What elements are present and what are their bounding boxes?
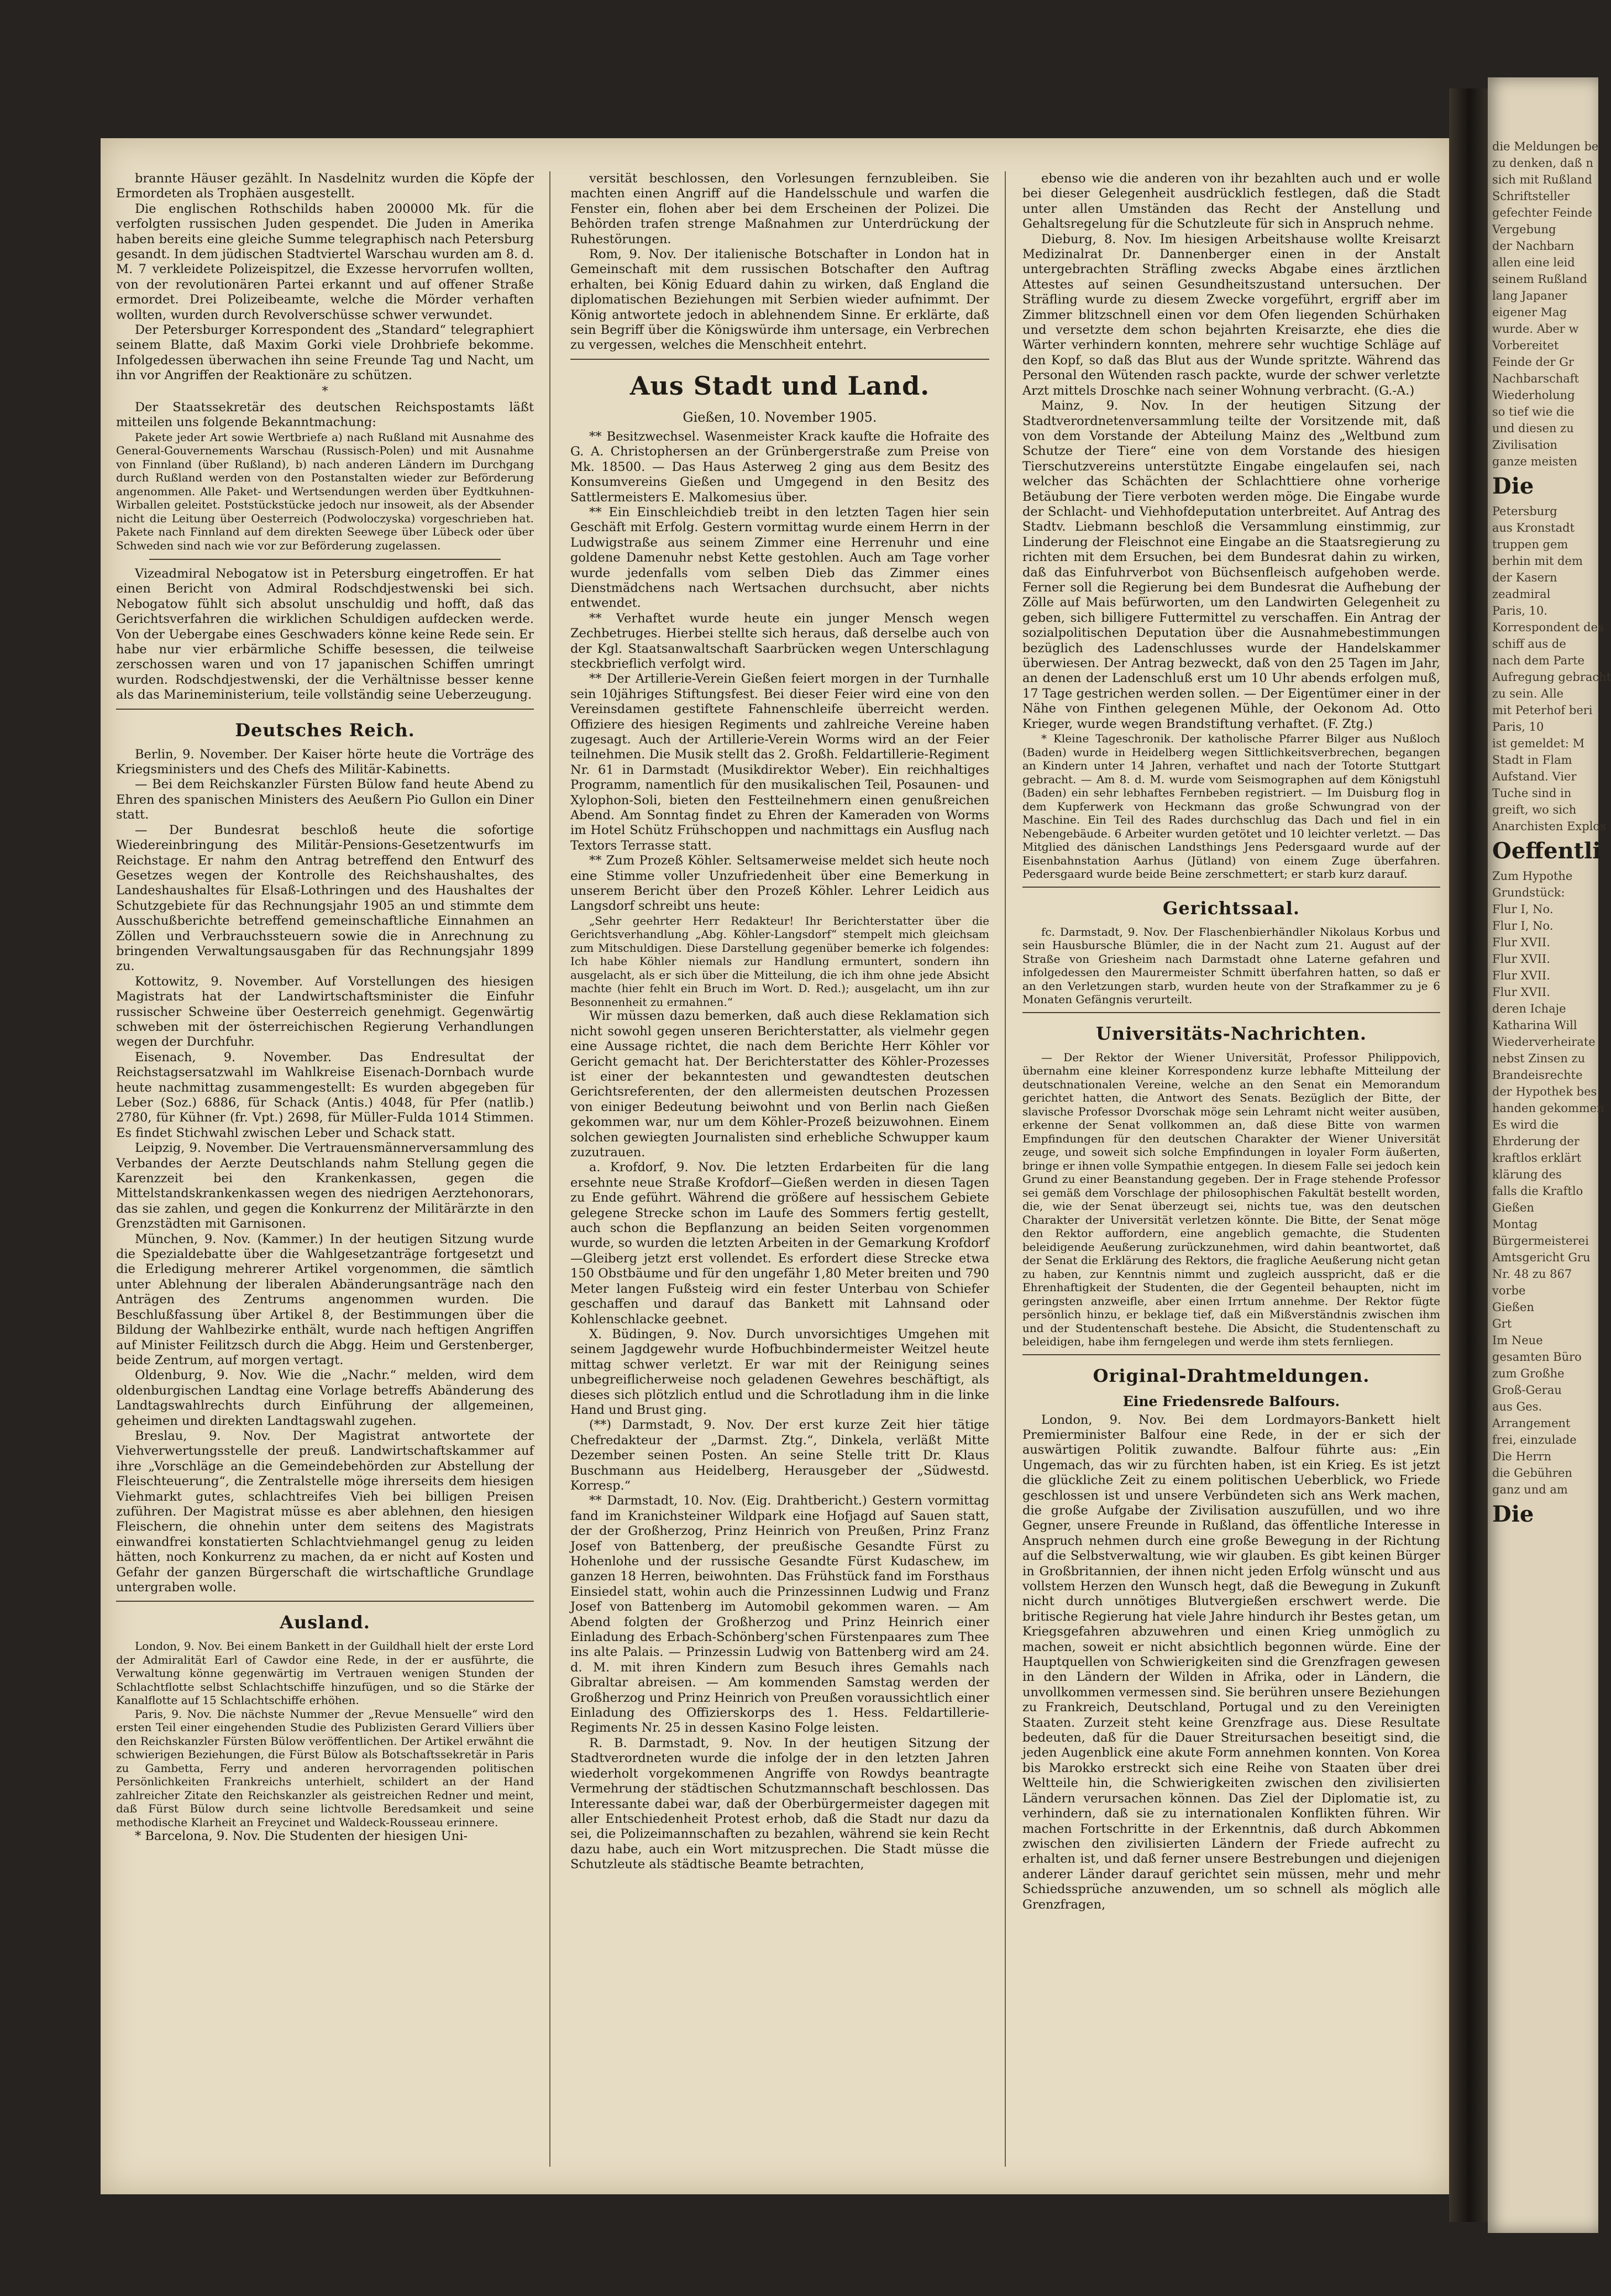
adjacent-page-line: nebst Zinsen zu	[1492, 1052, 1586, 1065]
adjacent-page-line: so tief wie die	[1492, 405, 1575, 418]
adjacent-page-line: Brandeisrechte	[1492, 1068, 1583, 1082]
news-item: London, 9. Nov. Bei dem Lordmayors-Bankett hielt Premierminister Balfour eine Rede, in der er sich der auswärtigen Politik zuwandte. Balfour führte aus: „Ein Ungemach, das wir zu fürchten haben, ist ein Krieg. Es ist jetzt die glückliche Zeit zu einem politischen Ueberblick, wo Friede geschlossen ist und unsere Verbündeten sich ans Werk machen, die große Aufgabe der Zivilisation auszufüllen, und wo ihre Gegner, unsere Freunde in Rußland, das öffentliche Interesse in Anspruch nehmen durch eine große Bewegung in der Richtung auf die Selbstverwaltung, wie wir glauben. Es gibt keinen Bürger in Großbritannien, der ihnen nicht jeden Erfolg wünscht und aus vollstem Herzen den Wunsch hegt, daß die Bewegung in Zukunft nicht durch unnötiges Blutvergießen erschwert werde. Die britische Regierung hat viele Jahre hindurch ihr Bestes getan, um Kriegsgefahren abzuwehren und einen Krieg unmöglich zu machen, soweit er nicht absichtlich begonnen würde. Eine der Hauptquellen von Schwierigkeiten sind die Grenzfragen gewesen in den Ländern der Wilden in Afrika, oder in Ländern, die unvollkommen vermessen sind. Sie berühren unsere Beziehungen zu Frankreich, Deutschland, Portugal und zu den Vereinigten Staaten. Zurzeit steht keine Grenzfrage aus. Diese Resultate bedeuten, daß für die Dauer Streitursachen beseitigt sind, die jeden Augenblick eine akute Form annehmen konnten. Von Korea bis Marokko erstreckt sich eine Reihe von Staaten über drei Weltteile hin, die Schwierigkeiten zwischen den zivilisierten Ländern verursachen können. Das Ziel der Diplomatie ist, zu verhindern, daß sie zu internationalen Konflikten führen. Wir machen Fortschritte in der Erkenntnis, daß durch Abkommen zwischen den zivilisierten Ländern der Friede aufrecht zu erhalten ist, und daß ferner unsere Bestrebungen und diejenigen anderer Länder darauf gerichtet sein müssen, mehr und mehr Schiedssprüche anzuwenden, um so schnell als möglich alle Grenzfragen,	[1022, 1412, 1440, 1912]
adjacent-page-line: ganz und am	[1492, 1483, 1568, 1496]
adjacent-page-line: der Kasern	[1492, 571, 1557, 584]
section-heading-ausland: Ausland.	[280, 1612, 370, 1633]
adjacent-page-line: frei, einzulade	[1492, 1433, 1577, 1446]
news-item: Berlin, 9. November. Der Kaiser hörte heute die Vorträge des Kriegsministers und des Chefs des Militär-Kabinetts.	[116, 747, 534, 777]
news-item: London, 9. Nov. Bei einem Bankett in der Guildhall hielt der erste Lord der Admiralität Earl of Cawdor eine Rede, in der er ausführte, die Verwaltung könne gegenwärtig im Vertrauen wenigen Stunden der Schlachtflotte selbst Schlachtschiffe hinzufügen, und so die Stärke der Kanalflotte auf 15 Schlachtschiffe erhöhen.	[116, 1639, 534, 1707]
adjacent-page-line: eigener Mag	[1492, 306, 1567, 319]
adjacent-page-line: Bürgermeisterei	[1492, 1234, 1589, 1247]
news-item: — Bei dem Reichskanzler Fürsten Bülow fand heute Abend zu Ehren des spanischen Ministers des Aeußern Pio Gullon ein Diner statt.	[116, 777, 534, 822]
news-item: * Barcelona, 9. Nov. Die Studenten der hiesigen Uni-	[135, 1829, 468, 1844]
separator-star: *	[322, 384, 328, 399]
adjacent-page-line: Es wird die	[1492, 1118, 1559, 1131]
local-news-item: ** Darmstadt, 10. Nov. (Eig. Drahtbericht.) Gestern vormittag fand im Kranichsteiner Wildpark eine Hofjagd auf Sauen statt, der der Großherzog, Prinz Heinrich von Preußen, Prinz Franz Josef von Battenberg, der preußische Gesandte Fürst zu Hohenlohe und der russische Gesandte Fürst Kudaschew, im ganzen 18 Herren, beiwohnten. Das Frühstück fand im Forsthaus Einsiedel statt, wohin auch die Prinzessinnen Ludwig und Franz Josef von Battenberg im Automobil gekommen waren. — Am Abend folgten der Großherzog und Prinz Heinrich einer Einladung des Erbach-Schönberg'schen Fürstenpaares zum Thee ins alte Palais. — Prinzessin Ludwig von Battenberg wird am 24. d. M. mit ihren Kindern zum Besuch ihres Gemahls nach Gibraltar abreisen. — Am kommenden Samstag werden der Großherzog und Prinz Heinrich von Preußen voraussichtlich einer Einladung des Offizierskorps des 1. Hess. Feldartillerie-Regiments Nr. 25 in dessen Kasino Folge leisten.	[570, 1493, 989, 1736]
adjacent-page-line: schiff aus de	[1492, 637, 1566, 651]
local-news-item: R. B. Darmstadt, 9. Nov. In der heutigen Sitzung der Stadtverordneten wurde die infolge der in den letzten Jahren wiederholt vorgekommenen Angriffe von Rowdys beantragte Vermehrung der städtischen Schutzmannschaft beschlossen. Das Interessante dabei war, daß der Oberbürgermeister dagegen mit aller Entschiedenheit Protest erhob, daß die Stadt nur dazu da sei, die Polizeimannschaften zu bezahlen, während sie kein Recht dazu habe, auch ein Wort mitzusprechen. Die Stadt müsse die Schutzleute als städtische Beamte betrachten,	[570, 1736, 989, 1872]
adjacent-page-line: allen eine leid	[1492, 256, 1575, 269]
local-news-item: X. Büdingen, 9. Nov. Durch unvorsichtiges Umgehen mit seinem Jagdgewehr wurde Hofbuchbindermeister Weitzel heute mittag schwer verletzt. Er war mit der Reinigung seines unbegreiflicherweise noch geladenen Gewehres beschäftigt, als dieses sich plötzlich entlud und die Schrotladung ihm in die linke Hand und Brust ging.	[570, 1327, 989, 1417]
news-item: Leipzig, 9. November. Die Vertrauensmännerversammlung des Verbandes der Aerzte Deutschlands nahm Stellung gegen die Karenzzeit bei den Krankenkassen, gegen die Mittelstandskrankenkassen wegen des niedrigen Aerztehonorars, das sie zahlen, und gegen die Konkurrenz der Militärärzte in den Grenzstädten mit Garnisonen.	[116, 1141, 534, 1231]
adjacent-page-line: seinem Rußland	[1492, 272, 1588, 286]
adjacent-page-line: gefechter Feinde	[1492, 206, 1592, 219]
adjacent-page-line: und diesen zu	[1492, 422, 1574, 435]
local-news-item: Wir müssen dazu bemerken, daß auch diese Reklamation sich nicht sowohl gegen unseren Berichterstatter, als vielmehr gegen eine Aussage richtet, die nach dem Berichte Herr Köhler vor Gericht gemacht hat. Der Berichterstatter des Köhler-Prozesses ist einer der bekanntesten und gewandtesten deutschen Gerichtsreferenten, der den allermeisten deutschen Prozessen von einiger Bedeutung beiwohnt und von Berlin nach Gießen gekommen war, nur um dem Köhler-Prozeß beizuwohnen. Einem solchen gewiegten Journalisten sind erhebliche Schwupper kaum zuzutrauen.	[570, 1009, 989, 1160]
section-heading-reich: Deutsches Reich.	[235, 719, 415, 741]
news-item: Breslau, 9. Nov. Der Magistrat antwortete der Viehverwertungsstelle der preuß. Landwirtschaftskammer auf ihre „Vorschläge an die Gemeindebehörden zur Abstellung der Fleischteuerung“, die Zentralstelle möge ihrerseits dem hiesigen Viehmarkt gutes, schlachtreifes Vieh bei billigen Preisen zuführen. Der Magistrat müsse es aber ablehnen, den hiesigen Fleischern, die ohnehin unter dem seitens des Magistrats einwandfrei konstatierten Schlachtviehmangel genug zu leiden hätten, noch Konkurrenz zu machen, da er nicht auf Kosten und Gefahr der ganzen Bürgerschaft die wirtschaftliche Grundlage untergraben wolle.	[116, 1428, 534, 1595]
column-3	[1022, 171, 1440, 2172]
adjacent-page-heading: Die	[1492, 1501, 1534, 1527]
adjacent-page-line: Aufstand. Vier	[1492, 770, 1577, 783]
adjacent-page-line: Zivilisation	[1492, 438, 1557, 452]
adjacent-page-line: ganze meisten	[1492, 455, 1577, 468]
divider	[1022, 1012, 1440, 1013]
adjacent-page-line: klärung des	[1492, 1168, 1562, 1181]
adjacent-page-line: aus Kronstadt	[1492, 521, 1575, 534]
adjacent-page-line: deren Ichaje	[1492, 1002, 1566, 1015]
adjacent-page-line: Paris, 10	[1492, 720, 1544, 733]
adjacent-page-line: die Meldungen be	[1492, 140, 1599, 153]
adjacent-page-line: Vergebung	[1492, 223, 1556, 236]
news-item: Mainz, 9. Nov. In der heutigen Sitzung der Stadtverordnetenversammlung teilte der Vorsitzende mit, daß von dem Vorstande der Abteilung Mainz des „Weltbund zum Schutze der Tiere“ eine von dem Vorstande des hiesigen Tierschutzvereins unterstützte Eingabe eingelaufen sei, nach welcher das Schächten der Schlachttiere ohne vorherige Betäubung der Tiere verboten werden möge. Die Eingabe wurde der Schlacht- und Viehhofdeputation unterbreitet. Auf Antrag des Stadtv. Liebmann beschloß die Versammlung einstimmig, zur Linderung der Fleischnot eine Eingabe an die Staatsregierung zu richten mit dem Ersuchen, bei dem Bundesrat dahin zu wirken, daß das Einfuhrverbot von Büchsenfleisch aufgehoben werde. Ferner soll die Regierung bei dem Bundesrat die Aufhebung der Zölle auf Mais befürworten, um den Landwirten Gelegenheit zu geben, sich billigere Futtermittel zu verschaffen. Ein Antrag der sozialpolitischen Deputation über die Ausnahmebestimmungen bezüglich des Ladenschlusses wurde der Handelskammer überwiesen. Der Antrag bezweckt, daß von den 25 Tagen im Jahr, an denen der Ladenschluß erst um 10 Uhr abends erfolgen muß, 17 Tage gestrichen werden sollen. — Der Eigentümer einer in der Nähe von Finthen gelegenen Mühle, der Oekonom Ad. Otto Krieger, wurde wegen Brandstiftung verhaftet. (F. Ztg.)	[1022, 399, 1440, 731]
news-item: — Der Rektor der Wiener Universität, Professor Philippovich, übernahm eine kleiner Korrespondenz kurze lebhafte Mitteilung der deutschnationalen Vereine, welche an den Senat ein Memorandum gerichtet hatten, die Antwort des Senats. Bezüglich der Bitte, der slavische Professor Dvorschak möge sein Lehramt nicht weiter ausüben, erkenne der Senat vollkommen an, daß diese Bitte von warmen Empfindungen für den deutschen Charakter der Wiener Universität zeuge, und soweit sich solche Empfindungen in loyaler Form äußerten, bringe er ihnen volle Sympathie entgegen. In diesem Falle sei jedoch kein Grund zu einer Beanstandung gegeben. Der in Frage stehende Professor sei gemäß dem Vorschlage der philosophischen Fakultät bestellt worden, die, wie der Senat überzeugt sei, nichts tue, was den deutschen Charakter der Universität verletzen könnte. Die Bitte, der Senat möge den Rektor auffordern, eine angeblich gemachte, die Studenten beleidigende Aeußerung zurückzunehmen, wird dahin beantwortet, daß der Senat die Erklärung des Rektors, die fragliche Aeußerung nicht getan zu haben, zur Kenntnis nimmt und zugleich ausspricht, daß er die Ehrenhaftigkeit der Studenten, die der Gegenteil behaupten, nicht im geringsten anzweifle, aber einen Irrtum annehme. Der Rektor fügte persönlich hinzu, er beklage tief, daß ein Mißverständnis zwischen ihm und der Studentenschaft bestehe. Die Absicht, die Studentenschaft zu beleidigen, habe ihm ferngelegen und werde ihm stets fernliegen.	[1022, 1050, 1440, 1349]
adjacent-page-line: zeadmiral	[1492, 588, 1551, 601]
adjacent-page-line: Wiederverheirate	[1492, 1035, 1596, 1049]
adjacent-page-line: kraftlos erklärt	[1492, 1151, 1582, 1165]
news-item: Oldenburg, 9. Nov. Wie die „Nachr.“ melden, wird dem oldenburgischen Landtag eine Vorlage betreffs Abänderung des Landtagswahlrechts durch Einführung der allgemeinen, geheimen und direkten Landtagswahl zugehen.	[116, 1368, 534, 1428]
divider	[570, 359, 989, 360]
adjacent-page-line: lang Japaner	[1492, 289, 1567, 302]
divider	[116, 709, 534, 710]
article-paragraph: Die englischen Rothschilds haben 200000 Mk. für die verfolgten russischen Juden gespendet. Die Juden in Amerika haben bereits eine gleiche Summe telegraphisch nach Petersburg gesandt. In dem jüdischen Stadtviertel Warschau wurden am 8. d. M. 7 verkleidete Polizeispitzel, die Exzesse hervorrufen wollten, von der revolutionären Partei erkannt und auf offener Straße ermordet. Drei Polizeibeamte, welche die Mörder verhaften wollten, wurden durch Revolverschüsse schwer verwundet.	[116, 201, 534, 322]
adjacent-page-line: Tuche sind in	[1492, 787, 1572, 800]
adjacent-page-line: Montag	[1492, 1218, 1538, 1231]
adjacent-page-line: mit Peterhof beri	[1492, 704, 1593, 717]
adjacent-page-line: handen gekommen	[1492, 1102, 1604, 1115]
divider	[149, 559, 501, 560]
local-news-item: ** Verhaftet wurde heute ein junger Mensch wegen Zechbetruges. Hierbei stellte sich heraus, daß derselbe auch von der Kgl. Staatsanwaltschaft Saarbrücken wegen Unterschlagung steckbrieflich verfolgt wird.	[570, 611, 989, 671]
adjacent-page-heading: Die	[1492, 473, 1534, 499]
article-paragraph: Vizeadmiral Nebogatow ist in Petersburg eingetroffen. Er hat einen Bericht von Admiral Rodschdjestwenski bei sich. Nebogatow fühlt sich absolut unschuldig und hofft, daß das Gerichtsverfahren die wirklichen Schuldigen aufdecken werde. Von der Uebergabe eines Geschwaders könne keine Rede sein. Er habe nur vier erbärmliche Schiffe besessen, die teilweise zerschossen waren und von 17 japanischen Schiffen umringt wurden. Rodschdjestwenski, der die Verhältnisse besser kenne als das Marineministerium, teile vollständig seine Ueberzeugung.	[116, 567, 534, 703]
adjacent-page-line: gesamten Büro	[1492, 1350, 1582, 1364]
adjacent-page-line: Stadt in Flam	[1492, 753, 1572, 767]
divider	[116, 1601, 534, 1602]
local-news-item: a. Krofdorf, 9. Nov. Die letzten Erdarbeiten für die lang ersehnte neue Straße Krofdorf—Gießen werden in diesen Tagen zu Ende geführt. Während die größere auf hessischem Gebiete gelegene Strecke schon im Laufe des Sommers fertig gestellt, auch schon die Bepflanzung an beiden Seiten vorgenommen wurde, so wurden die letzten Arbeiten in der Gemarkung Krofdorf—Gleiberg jetzt erst vollendet. Es erfordert diese Strecke etwa 150 Obstbäume und für den ungefähr 1,80 Meter breiten und 790 Meter langen Fußsteig wird ein fester Unterbau von Schiefer geschaffen und darauf das Bankett mit Lahnsand oder Kohlenschlacke geebnet.	[570, 1160, 989, 1327]
adjacent-page-line: Gießen	[1492, 1301, 1534, 1314]
article-paragraph: versität beschlossen, den Vorlesungen fernzubleiben. Sie machten einen Angriff auf die Handelsschule und warfen die Fenster ein, flohen aber bei dem Erscheinen der Polizei. Die Behörden trafen strenge Maßnahmen zur Unterdrückung der Ruhestörungen.	[570, 171, 989, 247]
adjacent-page-line: falls die Kraftlo	[1492, 1184, 1583, 1198]
adjacent-page-line: zum Großhe	[1492, 1367, 1565, 1380]
adjacent-page-line: aus Ges.	[1492, 1400, 1542, 1413]
adjacent-page-line: Korrespondent des	[1492, 621, 1604, 634]
adjacent-page-line: ist gemeldet: M	[1492, 737, 1585, 750]
news-item: * Kleine Tageschronik. Der katholische Pfarrer Bilger aus Nußloch (Baden) wurde in Heidelberg wegen Sittlichkeitsverbrechen, begangen an Kindern unter 14 Jahren, verhaftet und nach der Totorte Stuttgart gebracht. — Am 8. d. M. wurde vom Seismographen auf dem Königstuhl (Baden) ein sehr lebhaftes Fernbeben registriert. — Im Duisburg flog in dem Kupferwerk von Heckmann das große Schwungrad von der Maschine. Ein Teil des Rades durchschlug das Dach und fiel in ein Nebengebäude. 6 Arbeiter wurden getötet und 10 leichter verletzt. — Das Mitglied des dänischen Landsthings Jens Pedersgaard wurde auf der Eisenbahnstation Aarhus (Jütland) von einem Zuge überfahren. Pedersgaard wurde beide Beine zerschmettert; er starb kurz darauf.	[1022, 732, 1440, 881]
adjacent-page-fragment	[1488, 77, 1611, 2233]
adjacent-page-line: Zum Hypothe	[1492, 869, 1573, 883]
adjacent-page-line: die Gebühren	[1492, 1466, 1572, 1480]
adjacent-page-line: der Nachbarn	[1492, 239, 1575, 253]
article-paragraph: ebenso wie die anderen von ihr bezahlten auch und er wolle bei dieser Gelegenheit ausdrücklich festlegen, daß die Stadt unter allen Umständen das Recht der Anstellung und Gehaltsregelung für die Schutzleute für sich in Anspruch nehme.	[1022, 171, 1440, 232]
adjacent-page-line: Amtsgericht Gru	[1492, 1251, 1591, 1264]
adjacent-page-lines	[1488, 77, 1611, 1531]
section-heading-drahtmeldungen: Original-Drahtmeldungen.	[1093, 1365, 1370, 1386]
news-item: Paris, 9. Nov. Die nächste Nummer der „Revue Mensuelle“ wird den ersten Teil einer eingehenden Studie des Publizisten Gerard Villiers über den Reichskanzler Fürsten Bülow veröffentlichen. Der Artikel erwähnt die schwierigen Beziehungen, die Fürst Bülow als Botschaftssekretär in Paris zu Gambetta, Ferry und anderen hervorragenden politischen Persönlichkeiten Frankreichs unterhielt, schildert an der Hand zahlreicher Zitate den Reichskanzler als geistreichen Redner und meint, daß Fürst Bülow durch seine lichtvolle Beredsamkeit und seine methodische Klarheit an Freycinet und Waldeck-Rousseau erinnere.	[116, 1707, 534, 1829]
local-news-item: ** Der Artillerie-Verein Gießen feiert morgen in der Turnhalle sein 10jähriges Stiftungsfest. Bei dieser Feier wird eine von den Vereinsdamen gestiftete Fahnenschleife überreicht werden. Offiziere des hiesigen Regiments und zahlreiche Vereine haben zugesagt. Auch der Artillerie-Verein Worms wird an der Feier teilnehmen. Die Musik stellt das 2. Großh. Feldartillerie-Regiment Nr. 61 in Darmstadt (Musikdirektor Weber). Ein reichhaltiges Programm, namentlich für den musikalischen Teil, Posaunen- und Xylophon-Soli, bieten den Festteilnehmern einen genußreichen Abend. Am Sonntag findet zu Ehren der Kameraden von Worms im Hotel Schütz Frühschoppen und nachmittags ein Ausflug nach Textors Terrasse statt.	[570, 672, 989, 853]
adjacent-page-line: Groß-Gerau	[1492, 1383, 1562, 1397]
section-heading-universitaet: Universitäts-Nachrichten.	[1096, 1023, 1367, 1044]
adjacent-page-line: Aufregung gebracht	[1492, 670, 1611, 684]
adjacent-page-line: Paris, 10.	[1492, 604, 1547, 617]
column-1	[116, 171, 534, 2172]
section-heading-stadt-land: Aus Stadt und Land.	[629, 370, 930, 401]
adjacent-page-line: Grundstück:	[1492, 886, 1565, 899]
news-item: — Der Bundesrat beschloß heute die sofortige Wiedereinbringung des Militär-Pensions-Gesetzentwurfs im Reichstage. Er nahm den Antrag betreffend den Entwurf des Gesetzes wegen der Kontrolle des Reichshaushaltes, des Landeshaushaltes für Elsaß-Lothringen und des Haushaltes der Schutzgebiete für das Rechnungsjahr 1905 an und stimmte dem Ausschußberichte betreffend gemeinschaftliche Einnahmen an Zöllen und Verbrauchssteuern sowie die in Anrechnung zu bringenden Verwaltungsausgaben für das Rechnungsjahr 1899 zu.	[116, 822, 534, 974]
newspaper-page	[101, 138, 1449, 2194]
adjacent-page-line: greift, wo sich	[1492, 803, 1577, 816]
column-2	[570, 171, 989, 2172]
adjacent-page-line: vorbe	[1492, 1284, 1526, 1297]
adjacent-page-line: Grt	[1492, 1317, 1512, 1330]
adjacent-page-line: truppen gem	[1492, 538, 1568, 551]
news-item: fc. Darmstadt, 9. Nov. Der Flaschenbierhändler Nikolaus Korbus und sein Hausbursche Blümler, die in der Nacht zum 21. August auf der Straße von Griesheim nach Darmstadt ohne Laterne gefahren und infolgedessen den Maurermeister Schmitt überfahren hatten, so daß er an den Verletzungen starb, wurden heute von der Strafkammer zu je 6 Monaten Gefängnis verurteilt.	[1022, 925, 1440, 1007]
adjacent-page-line: Flur XVII.	[1492, 952, 1550, 966]
adjacent-page-line: Nr. 48 zu 867	[1492, 1267, 1572, 1281]
adjacent-page-line: Arrangement	[1492, 1417, 1571, 1430]
adjacent-page-line: nach dem Parte	[1492, 654, 1585, 667]
section-heading-gerichtssaal: Gerichtssaal.	[1162, 897, 1300, 919]
article-paragraph: Der Staatssekretär des deutschen Reichspostamts läßt mitteilen uns folgende Bekanntmachung:	[116, 400, 534, 430]
adjacent-page-line: Flur XVII.	[1492, 986, 1550, 999]
adjacent-page-line: Vorbereitet	[1492, 339, 1559, 352]
divider	[1022, 1354, 1440, 1355]
news-item: Dieburg, 8. Nov. Im hiesigen Arbeitshause wollte Kreisarzt Medizinalrat Dr. Dannenberger einen in der Anstalt untergebrachten Sträfling zwecks Abgabe eines ärztlichen Attestes auf seinen Gesundheitszustand untersuchen. Der Sträfling wurde zu diesem Zwecke vorgeführt, ergriff aber im Zimmer blitzschnell einen vor dem Ofen liegenden Schürhaken und versetzte dem schon bejahrten Kreisarzte, ehe dies die Wärter verhindern konnten, mehrere sehr wuchtige Schläge auf den Kopf, so daß das Blut aus der Wunde spritzte. Während das Personal den Wütenden rasch packte, wurde der schwer verletzte Arzt mittels Droschke nach seiner Wohnung verbracht. (G.-A.)	[1022, 232, 1440, 398]
adjacent-page-line: Die Herrn	[1492, 1450, 1551, 1463]
adjacent-page-line: Ehrderung der	[1492, 1135, 1579, 1148]
adjacent-page-line: Katharina Will	[1492, 1019, 1577, 1032]
adjacent-page-line: Anarchisten Explos	[1492, 820, 1606, 833]
adjacent-page-line: Flur I, No.	[1492, 903, 1554, 916]
adjacent-page-heading: Oeffentli	[1492, 838, 1601, 864]
news-item: Kottowitz, 9. November. Auf Vorstellungen des hiesigen Magistrats hat der Landwirtschaftsminister die Einfuhr russischer Schweine über Oesterreich genehmigt. Gegenwärtig schweben mit der österreichischen Regierung Verhandlungen wegen der Durchfuhr.	[116, 974, 534, 1050]
adjacent-page-line: zu sein. Alle	[1492, 687, 1564, 700]
column-rule	[549, 171, 550, 2167]
news-item: München, 9. Nov. (Kammer.) In der heutigen Sitzung wurde die Spezialdebatte über die Wahlgesetzanträge fortgesetzt und die Erledigung mehrerer Artikel vorgenommen, die sämtlich unter Ablehnung der liberalen Abänderungsanträge nach den Anträgen des Zentrums angenommen wurden. Die Beschlußfassung über Artikel 8, der Bestimmungen über die Bildung der Wahlbezirke enthält, wurde nach heftigen Angriffen auf Minister Feilitzsch durch die Abgg. Heim und Gerstenberger, beide Zentrum, auf morgen vertagt.	[116, 1231, 534, 1367]
adjacent-page-line: Petersburg	[1492, 505, 1557, 518]
article-paragraph: brannte Häuser gezählt. In Nasdelnitz wurden die Köpfe der Ermordeten als Trophäen ausgestellt.	[116, 171, 534, 201]
dateline: Gießen, 10. November 1905.	[683, 409, 877, 425]
adjacent-page-line: zu denken, daß n	[1492, 156, 1593, 170]
adjacent-page-line: Schriftsteller	[1492, 190, 1570, 203]
local-news-item: (**) Darmstadt, 9. Nov. Der erst kurze Zeit hier tätige Chefredakteur der „Darmst. Ztg.“, Dinkela, verläßt Mitte Dezember seinen Posten. An seine Stelle tritt Dr. Klaus Buschmann aus Heidelberg, Herausgeber der „Südwestd. Korresp.“	[570, 1418, 989, 1493]
adjacent-page-line: berhin mit dem	[1492, 554, 1583, 568]
column-rule	[1005, 171, 1006, 2167]
divider	[1022, 887, 1440, 888]
announcement-text: Pakete jeder Art sowie Wertbriefe a) nach Rußland mit Ausnahme des General-Gouvernements Warschau (Russisch-Polen) und mit Ausnahme von Finnland (über Rußland), b) nach anderen Ländern im Durchgang durch Rußland werden von den Postanstalten wieder zur Beförderung angenommen. Alle Paket- und Wertsendungen werden über Eydtkuhnen-Wirballen geleitet. Poststückstücke jedoch nur insoweit, als der Absender nicht die Leitung über Oesterreich (Podwoloczyska) vorgeschrieben hat. Pakete nach Finnland auf dem direkten Seewege über Lübeck oder über Schweden sind nach wie vor zur Beförderung zugelassen.	[116, 430, 534, 552]
adjacent-page-line: Nachbarschaft	[1492, 372, 1579, 385]
local-news-item: ** Zum Prozeß Köhler. Seltsamerweise meldet sich heute noch eine Stimme voller Unzufriedenheit über eine Bemerkung in unserem Bericht über den Prozeß Köhler. Lehrer Leidich aus Langsdorf schreibt uns heute:	[570, 853, 989, 914]
local-news-item: ** Besitzwechsel. Wasenmeister Krack kaufte die Hofraite des G. A. Christophersen an der Grünbergerstraße zum Preise von Mk. 18500. — Das Haus Asterweg 2 ging aus dem Besitz des Konsumvereins Gießen und Umgegend in den Besitz des Sattlermeisters E. Malkomesius über.	[570, 429, 989, 505]
adjacent-page-line: Flur XVII.	[1492, 936, 1550, 949]
letter-quote: „Sehr geehrter Herr Redakteur! Ihr Berichterstatter über die Gerichtsverhandlung „Abg. Köhler-Langsdorf“ stempelt mich gleichsam zum Mitschuldigen. Diese Darstellung gegenüber bemerke ich folgendes: Ich habe Köhler niemals zur Handlung ermuntert, sondern ihn ausgelacht, als er sich über die Mitteilung, die ich ihm ohne jede Absicht machte (hier fehlt ein Bruch im Wort. D. Red.); ausgelacht, um ihn zur Besonnenheit zu ermahnen.“	[570, 914, 989, 1009]
adjacent-page-line: Flur XVII.	[1492, 969, 1550, 982]
article-paragraph: Der Petersburger Korrespondent des „Standard“ telegraphiert seinem Blatte, daß Maxim Gorki viele Drohbriefe bekomme. Infolgedessen überwachen ihn seine Freunde Tag und Nacht, um ihn vor Angriffen der Reaktionäre zu schützen.	[116, 323, 534, 383]
adjacent-page-line: Im Neue	[1492, 1334, 1543, 1347]
adjacent-page-line: Gießen	[1492, 1201, 1534, 1214]
article-paragraph: Rom, 9. Nov. Der italienische Botschafter in London hat in Gemeinschaft mit dem russischen Botschafter den Auftrag erhalten, bei König Eduard dahin zu wirken, daß England die diplomatischen Beziehungen mit Serbien wieder aufnimmt. Der König antwortete jedoch in ablehnendem Sinne. Er erklärte, daß sein Begriff über die Königswürde ihm untersage, ein Verbrechen zu vergessen, welches die Menschheit entehrt.	[570, 247, 989, 353]
adjacent-page-line: Wiederholung	[1492, 389, 1575, 402]
adjacent-page-line: sich mit Rußland	[1492, 173, 1592, 186]
adjacent-page-line: Feinde der Gr	[1492, 355, 1575, 369]
news-item: Eisenach, 9. November. Das Endresultat der Reichstagsersatzwahl im Wahlkreise Eisenach-Dornbach wurde heute nachmittag zusammengestellt: Es wurden abgegeben für Leber (Soz.) 6886, für Schack (Antis.) 4048, für Pfer (natlib.) 2780, für Kühner (fr. Vpt.) 2698, für Müller-Fulda 1014 Stimmen. Es findet Stichwahl zwischen Leber und Schack statt.	[116, 1050, 534, 1140]
adjacent-page-line: wurde. Aber w	[1492, 322, 1579, 336]
article-subheading: Eine Friedensrede Balfours.	[1122, 1393, 1340, 1409]
adjacent-page-line: der Hypothek bes	[1492, 1085, 1597, 1098]
local-news-item: ** Ein Einschleichdieb treibt in den letzten Tagen hier sein Geschäft mit Erfolg. Gestern vormittag wurde einem Herrn in der Ludwigstraße aus seinem Zimmer eine Herrenuhr und eine goldene Damenuhr nebst Kette gestohlen. Auch am Tage vorher wurde jedenfalls vom selben Dieb das Zimmer eines Dienstmädchens nach Wertsachen durchsucht, aber nichts entwendet.	[570, 505, 989, 611]
adjacent-page-line: Flur I, No.	[1492, 919, 1554, 932]
